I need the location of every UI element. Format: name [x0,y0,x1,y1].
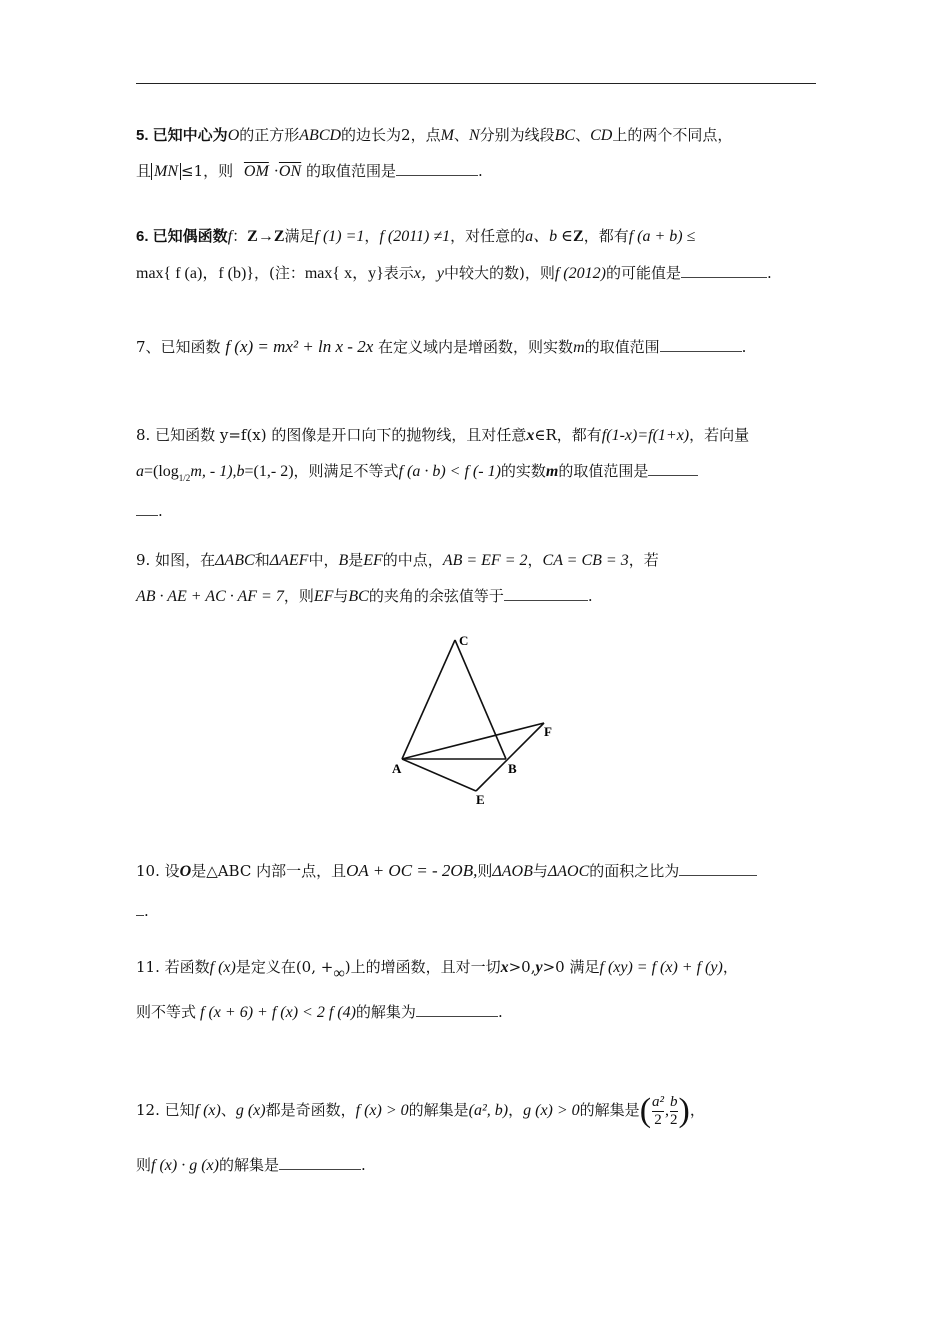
question-5-line-2 [136,160,816,183]
q11-text: 11. 若函数 [136,958,210,976]
q12-text: 则 [136,1156,152,1174]
q6-math: f [227,228,233,245]
answer-blank[interactable] [681,263,767,278]
q5-text: 上的两个不同点， [612,126,733,144]
question-10-line-2 [136,900,816,922]
q7-text: . [741,338,747,356]
question-12-line-2 [136,1154,816,1177]
q5-math: O [227,127,240,144]
q6-text: . [766,264,772,282]
question-8-line-2 [136,460,816,489]
q9-math: EF [363,552,383,569]
q9-math: ΔAEF [269,552,309,569]
q6-text: 满足 [284,227,315,245]
question-12-line-1 [136,1086,816,1134]
q8-math: =(log [144,463,179,480]
q11-math: f (x) [209,959,236,976]
q10-math: ΔAOC [547,863,590,880]
label-f: F [544,724,552,739]
q5-text: 分别为线段 [479,126,555,144]
q8-math: m [545,463,559,480]
q6-text: 6. 已知偶函数 [136,228,228,245]
q5-text: 5. 已知中心为 [136,127,228,144]
q10-text: 与 [532,862,548,880]
q5-math: BC [554,127,576,144]
q8-text: . [158,502,163,520]
q7-text: 的取值范围 [584,338,660,356]
answer-blank[interactable] [648,461,698,476]
q6-text: ，(注： [253,264,305,282]
q12-text: 的解集是 [579,1101,640,1119]
q8-text: ，若向量 [689,426,750,444]
q8-text: ∈R，都有 [534,426,602,444]
q5-math: M [440,127,454,144]
label-e: E [476,792,485,807]
q6-math: max{ f (a)，f (b)} [136,265,254,282]
q12-text: 都是奇函数， [265,1101,356,1119]
q6-text: 中较大的数)，则 [444,264,555,282]
q5-math-abs: MN [151,163,181,180]
question-9-line-2 [136,585,816,608]
question-8-line-3 [136,500,816,522]
q12-text: . [361,1156,366,1174]
q12-fraction-b [670,1094,678,1129]
question-10-line-1 [136,860,816,883]
q5-dot: · [273,163,279,180]
q9-text: ，则 [283,587,314,605]
q5-text: 、 [575,126,591,144]
q9-math: AB = EF = 2 [442,552,528,569]
question-6-line-2 [136,262,816,285]
q9-text: ，若 [628,551,659,569]
q11-infinity: ∞ [333,965,345,982]
q8-text: ，则满足不等式 [293,462,399,480]
q10-text: 则 [477,862,493,880]
segment-af [402,723,544,759]
q12-text: 12. 已知 [136,1101,195,1119]
q10-text: 是△ABC 内部一点，且 [191,862,347,880]
segment-cb [455,640,506,759]
q9-text: 是 [348,551,364,569]
q8-math: f(1-x)=f(1+x) [601,427,690,444]
q8-math: =(1,- 2) [244,463,294,480]
q9-text: 与 [333,587,349,605]
q6-text: 的可能值是 [605,264,681,282]
q5-text: 、 [453,126,469,144]
segment-fe [476,723,544,791]
q12-math: g (x) > 0 [523,1102,580,1119]
q9-math: B [338,552,349,569]
question-11-line-2 [136,1001,816,1024]
q9-text: ， [527,551,543,569]
answer-blank[interactable] [504,586,588,601]
q12-math: f (x) [194,1102,221,1119]
q6-text: ： [232,227,248,245]
q12-text: 、 [220,1101,236,1119]
q11-functional-equation: f (xy) = f (x) + f (y) [599,959,723,976]
q5-math: N [468,127,480,144]
q7-text: 在定义域内是增函数，则实数 [378,338,574,356]
q6-math: f (a + b) ≤ [628,228,696,245]
q10-text: 10. 设 [136,862,180,880]
q9-text: 中， [308,551,339,569]
q5-text: 的取值范围是 [305,162,396,180]
q8-math-subscript: 1/2 [178,473,191,483]
q6-math: f (2011) ≠1 [379,228,451,245]
q10-text: . [144,902,149,920]
q8-vector-a: a [136,463,144,480]
answer-blank[interactable] [660,337,742,352]
segment-ac [402,640,455,759]
q5-text: 的正方形 [239,126,300,144]
q6-math: f (1) =1 [314,228,365,245]
q5-text: . [477,162,483,180]
q8-math: x [526,427,535,444]
q10-math: O [179,863,192,880]
q9-text: 9. 如图，在 [136,551,216,569]
question-8-line-1 [136,424,816,447]
answer-blank[interactable] [416,1002,498,1017]
q9-math: ΔABC [215,552,255,569]
q12-math: f (x) > 0 [355,1102,409,1119]
question-7 [136,336,816,359]
q10-math: ΔAOB [492,863,533,880]
q7-text: 7、已知函数 [136,338,221,356]
q5-text: 且 [136,162,152,180]
q12-interval: (a², b) [468,1102,509,1119]
label-c: C [459,633,469,648]
answer-blank[interactable] [279,1155,361,1170]
answer-blank[interactable] [136,501,158,516]
q8-inequality: f (a · b) < f (- 1) [398,463,501,480]
q9-text: 的中点， [382,551,443,569]
q11-text: 则不等式 [136,1003,197,1021]
q11-math: x [500,959,509,976]
segment-ae [402,759,476,791]
q12-text: ， [508,1101,524,1119]
q11-text: 的解集为 [355,1003,416,1021]
q12-fraction-a [652,1094,664,1129]
q8-text: 8. 已知函数 y=f(x) 的图像是开口向下的抛物线，且对任意 [136,426,527,444]
q6-math: Z [273,228,285,245]
q6-math: f (2012) [554,265,606,282]
q9-text: 和 [254,551,270,569]
q8-vector-b: b [236,463,245,480]
q8-math: m, - 1), [190,463,237,480]
q12-math: f (x) · g (x) [151,1157,219,1174]
q9-text: 的夹角的余弦值等于 [368,587,504,605]
label-b: B [508,761,517,776]
q5-vector-on: $\overline{ON}$ [278,163,302,180]
question-6-line-1 [136,225,816,248]
q6-text: ，都有 [583,227,629,245]
question-11-line-1 [136,956,816,985]
q10-text: 的面积之比为 [589,862,680,880]
q12-frac-den: 2 [652,1111,664,1129]
q6-math: max{ x，y} [304,265,384,282]
answer-blank[interactable] [396,161,478,176]
q5-text: 的边长为2，点 [341,126,441,144]
triangle-figure [388,628,568,808]
label-a: A [392,761,402,776]
q6-math: x，y [413,265,444,282]
q12-text: ， [689,1101,705,1119]
q11-text: >0 满足 [542,958,600,976]
q12-comma: , [665,1102,670,1119]
answer-blank[interactable] [136,901,144,916]
q11-inequality: f (x + 6) + f (x) < 2 f (4) [200,1004,356,1021]
q11-text: 是定义在(0, + [235,958,334,976]
q11-text: ， [722,958,738,976]
q6-math: Z [247,228,258,245]
question-9-line-1 [136,549,816,572]
q8-text: 的实数 [500,462,546,480]
q6-text: ，对任意的 [450,227,526,245]
q12-frac-num: b [670,1093,678,1110]
q5-vector-om: $\overline{OM}$ [243,163,269,180]
q11-text: . [497,1003,503,1021]
q12-frac-num: a² [652,1093,665,1110]
q11-text: )上的增函数，且对一切 [344,958,501,976]
q9-math: CA = CB = 3 [542,552,629,569]
q6-math: a、b ∈ [525,228,574,245]
question-5-line-1 [136,124,816,147]
q11-math: y [535,959,543,976]
q5-math: CD [590,127,613,144]
q9-text: . [587,587,593,605]
q5-text: ≤1，则 [181,162,234,180]
q12-text: 的解集是 [408,1101,469,1119]
q5-math: ABCD [299,127,342,144]
answer-blank[interactable] [679,861,757,876]
q8-text: 的取值范围是 [558,462,649,480]
q12-text: 的解集是 [218,1156,279,1174]
q11-text: >0, [508,958,536,976]
q9-dot-equation: AB · AE + AC · AF = 7 [136,588,284,605]
q10-vector-equation: OA + OC = - 2OB, [346,861,478,880]
q12-open-paren: ( [639,1092,652,1129]
q6-text: 表示 [383,264,414,282]
q9-vector-bc: BC [348,588,369,605]
q9-vector-ef: EF [313,588,334,605]
header-rule [136,83,816,84]
q6-math: → [257,228,274,245]
q12-frac-den: 2 [670,1111,678,1128]
q12-close-paren: ) [678,1092,690,1129]
q7-expression: f (x) = mx² + ln x - 2x [225,337,374,356]
q12-math: g (x) [235,1102,266,1119]
q6-text: ， [364,227,380,245]
q6-math: Z [573,228,584,245]
q7-math: m [573,339,585,356]
